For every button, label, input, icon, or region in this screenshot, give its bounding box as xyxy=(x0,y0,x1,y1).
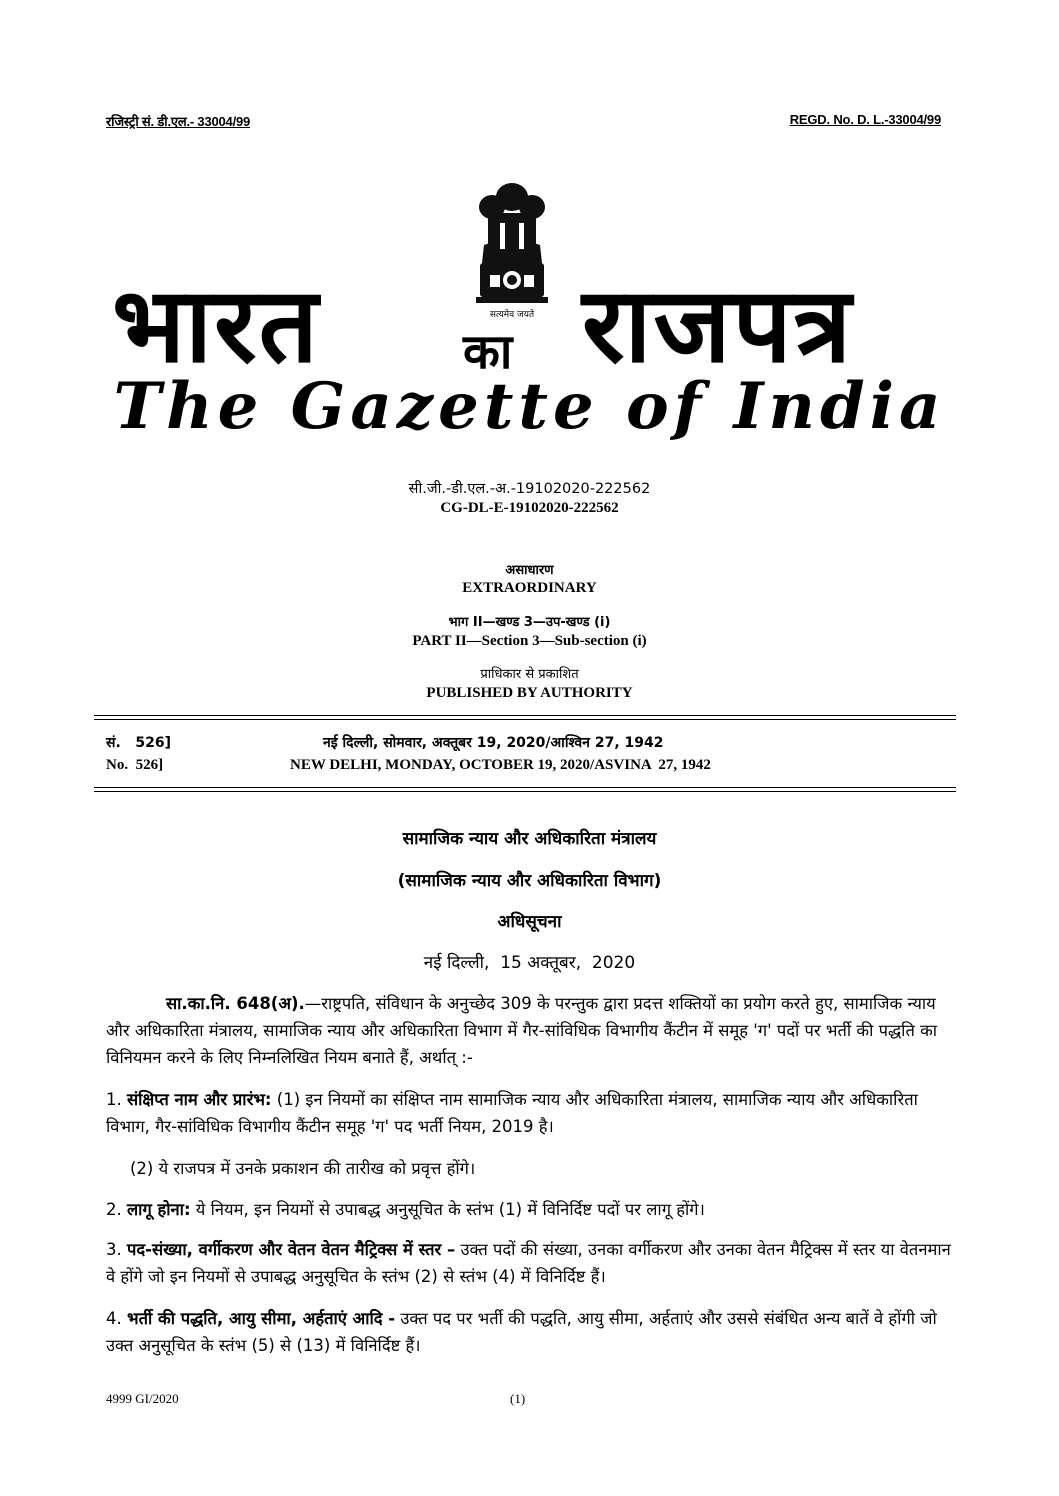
intro-paragraph xyxy=(106,990,952,1071)
rule-2-text: ये नियम, इन नियमों से उपाबद्ध अनुसूचित के स्तंभ (1) में विनिर्दिष्ट पदों पर लागू होंगे। xyxy=(190,1200,705,1219)
issue-date-hindi: नई दिल्ली, सोमवार, अक्तूबर 19, 2020/आश्विन 27, 1942 xyxy=(323,735,664,751)
rule-1-text: (1) इन नियमों का संक्षिप्त नाम सामाजिक न्याय और अधिकारिता मंत्रालय, सामाजिक न्याय और अधिकारिता विभाग, गैर-सांविधिक विभागीय कैंटीन समूह 'ग' पद भर्ती नियम, 2019 है। xyxy=(106,1090,918,1136)
notification-heading: अधिसूचना xyxy=(497,912,562,932)
extraordinary-english: EXTRAORDINARY xyxy=(462,580,597,596)
part-english: PART II—Section 3—Sub-section (i) xyxy=(412,633,647,649)
issue-number-hindi: सं. 526] xyxy=(106,735,172,751)
rule-1-heading: संक्षिप्त नाम और प्रारंभ: xyxy=(127,1090,272,1109)
footer-code: 4999 GI/2020 xyxy=(106,1391,179,1406)
emblem-motto: सत्यमेव जयते xyxy=(489,310,535,320)
rule-bottom-1 xyxy=(94,787,956,788)
rule-3-heading: पद-संख्या, वर्गीकरण और वेतन वेतन मैट्रिक्स में स्तर – xyxy=(127,1240,456,1259)
intro-text: —राष्ट्रपति, संविधान के अनुच्छेद 309 के परन्तुक द्वारा प्रदत्त शक्तियों का प्रयोग करते हुए, सामाजिक न्याय और अधिकारिता मंत्रालय, सामाजिक न्याय और अधिकारिता विभाग में गैर-सांविधिक विभागीय कैंटीन में समूह 'ग' पदों पर भर्ती की पद्धति का विनियमन करने के लिए निम्नलिखित नियम बनाते हैं, अर्थात् :- xyxy=(106,994,938,1067)
rule-2-heading: लागू होना: xyxy=(127,1200,191,1219)
national-emblem xyxy=(462,175,562,325)
extraordinary-hindi: असाधारण xyxy=(505,563,554,578)
issue-number-english: No. 526] xyxy=(106,757,164,773)
issue-date-english: NEW DELHI, MONDAY, OCTOBER 19, 2020/ASVINA 27, 1942 xyxy=(290,757,711,773)
rule-4 xyxy=(106,1305,952,1359)
authority-hindi: प्राधिकार से प्रकाशित xyxy=(480,667,579,682)
rule-1 xyxy=(106,1086,952,1140)
rule-2-number: 2. xyxy=(106,1200,127,1219)
rule-4-number: 4. xyxy=(106,1309,127,1328)
regd-english: REGD. No. D. L.-33004/99 xyxy=(789,112,941,127)
masthead-hindi-right: राजपत्र xyxy=(582,264,854,386)
department-heading: (सामाजिक न्याय और अधिकारिता विभाग) xyxy=(397,871,662,891)
rule-3-number: 3. xyxy=(106,1240,127,1259)
regd-hindi: रजिस्ट्री सं. डी.एल.- 33004/99 xyxy=(106,114,251,129)
page-number: (1) xyxy=(510,1391,526,1406)
rule-3-text: उक्त पदों की संख्या, उनका वर्गीकरण और उनका वेतन मैट्रिक्स में स्तर या वेतनमान वे होंगे जो इन नियमों से उपाबद्ध अनुसूचित के स्तंभ (2) से स्तंभ (4) में विनिर्दिष्ट हैं। xyxy=(106,1240,951,1286)
authority-english: PUBLISHED BY AUTHORITY xyxy=(426,685,633,701)
place-date: नई दिल्ली, 15 अक्तूबर, 2020 xyxy=(423,953,636,973)
rule-2 xyxy=(106,1196,952,1223)
part-hindi: भाग II—खण्ड 3—उप-खण्ड (i) xyxy=(448,615,611,630)
rule-3 xyxy=(106,1236,952,1290)
code-hindi: सी.जी.-डी.एल.-अ.-19102020-222562 xyxy=(408,481,651,497)
rule-1-number: 1. xyxy=(106,1090,127,1109)
rule-4-heading: भर्ती की पद्धति, आयु सीमा, अर्हताएं आदि - xyxy=(127,1309,396,1328)
masthead-hindi-mid: का xyxy=(463,324,513,380)
rule-bottom-2 xyxy=(94,791,956,792)
rule-top-1 xyxy=(94,715,956,716)
masthead-english: The Gazette of India xyxy=(113,369,946,444)
rule-1-sub: (2) ये राजपत्र में उनके प्रकाशन की तारीख को प्रवृत्त होंगे। xyxy=(130,1159,476,1178)
rule-4-text: उक्त पद पर भर्ती की पद्धति, आयु सीमा, अर्हताएं और उससे संबंधित अन्य बातें वे होंगी जो उक्त अनुसूचित के स्तंभ (5) से (13) में विनिर्दिष्ट हैं। xyxy=(106,1309,937,1355)
ministry-heading: सामाजिक न्याय और अधिकारिता मंत्रालय xyxy=(402,829,657,849)
code-english: CG-DL-E-19102020-222562 xyxy=(440,500,619,516)
intro-reference: सा.का.नि. 648(अ). xyxy=(166,994,305,1013)
rule-top-2 xyxy=(94,719,956,720)
masthead-hindi-left: भारत xyxy=(112,264,320,386)
